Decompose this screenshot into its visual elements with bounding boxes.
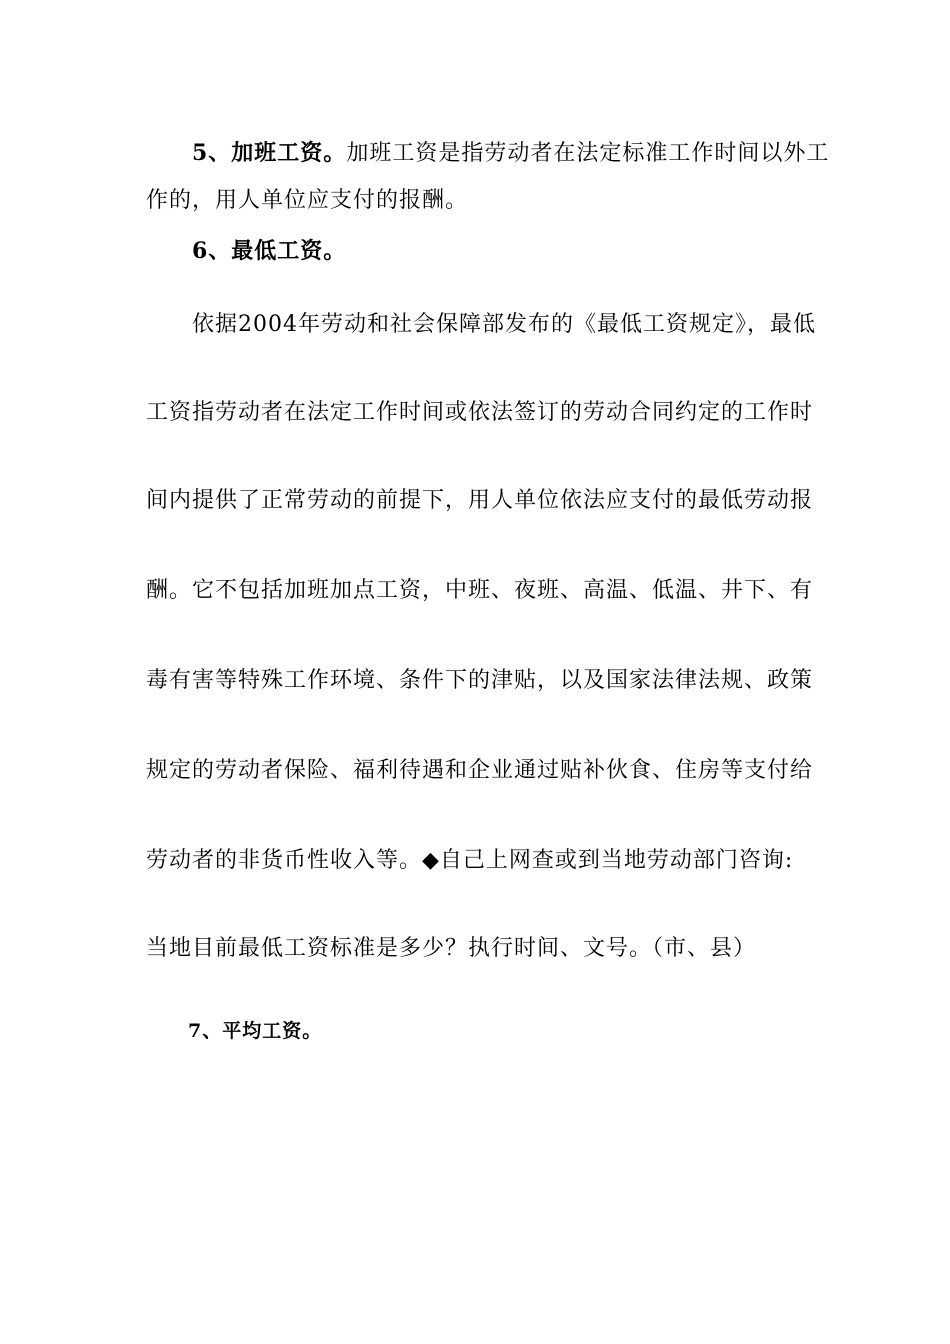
section-6-paragraph-line-6: 规定的劳动者保险、福利待遇和企业通过贴补伙食、住房等支付给 xyxy=(146,758,814,783)
section-6-heading: 6、最低工资。 xyxy=(192,238,347,264)
section-5-line-1 xyxy=(192,138,829,169)
section-5-heading: 5、加班工资。 xyxy=(192,140,347,166)
section-6-paragraph-line-8: 当地目前最低工资标准是多少？执行时间、文号。（市、县） xyxy=(146,936,757,961)
section-6-paragraph-line-1: 依据2004年劳动和社会保障部发布的《最低工资规定》，最低 xyxy=(192,312,816,337)
section-6-paragraph-line-5: 毒有害等特殊工作环境、条件下的津贴，以及国家法律法规、政策 xyxy=(146,668,814,693)
section-6-paragraph-line-7: 劳动者的非货币性收入等。◆自己上网查或到当地劳动部门咨询: xyxy=(146,848,794,873)
section-6-paragraph-line-4: 酬。它不包括加班加点工资，中班、夜班、高温、低温、井下、有 xyxy=(146,578,814,603)
section-7-heading: 7、平均工资。 xyxy=(188,1020,323,1042)
section-6-paragraph-line-2: 工资指劳动者在法定工作时间或依法签订的劳动合同约定的工作时 xyxy=(146,400,814,425)
section-5-text-1: 加班工资是指劳动者在法定标准工作时间以外工 xyxy=(346,141,830,166)
section-5-line-2: 作的，用人单位应支付的报酬。 xyxy=(146,188,469,213)
section-6-paragraph-line-3: 间内提供了正常劳动的前提下，用人单位依法应支付的最低劳动报 xyxy=(146,488,814,513)
